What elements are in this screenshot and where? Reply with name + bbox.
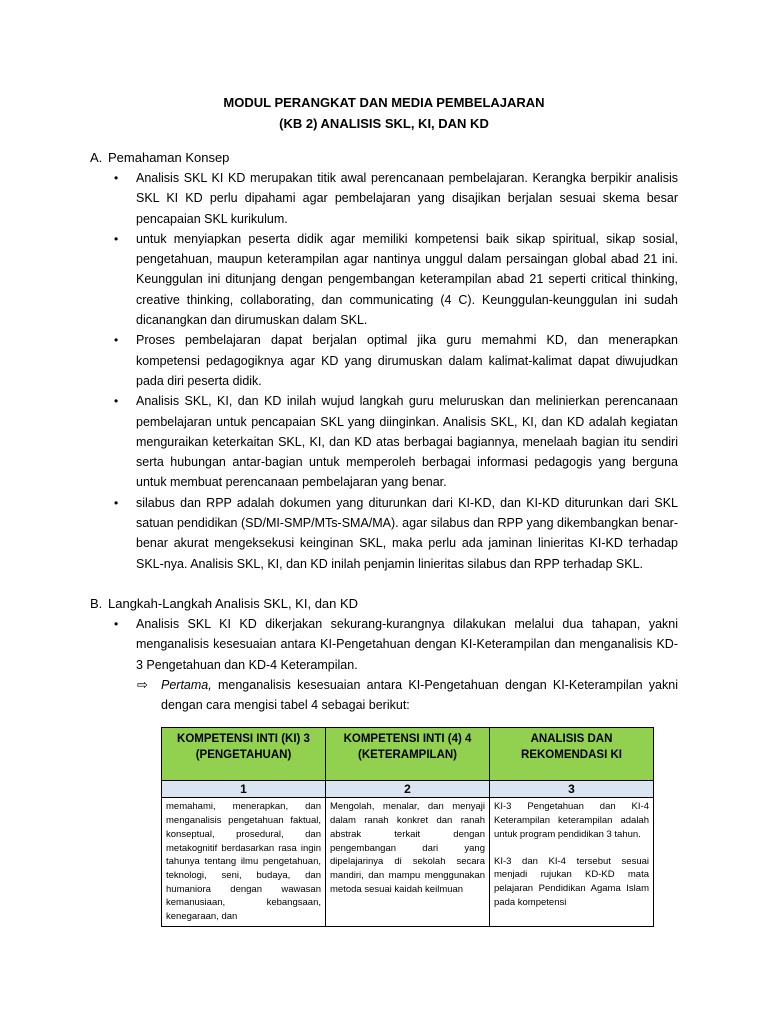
table-cell-analisis: [490, 798, 654, 927]
table-row: [162, 798, 654, 927]
table-number-row: [162, 781, 654, 798]
section-b-letter: B.: [90, 595, 103, 611]
list-item: [114, 391, 678, 492]
section-b-bullet-list: [90, 614, 678, 675]
list-item: [114, 493, 678, 574]
section-a-letter: A.: [90, 150, 103, 165]
sub-item-text: menganalisis kesesuaian antara KI-Pengetahuan dengan KI-Keterampilan yakni dengan cara mengisi tabel 4 sebagai berikut:: [161, 677, 678, 713]
bullet-icon: •: [114, 171, 119, 185]
section-a-heading-text: Pemahaman Konsep: [108, 150, 230, 165]
bullet-icon: •: [114, 333, 119, 348]
section-b: [90, 594, 678, 927]
header-analisis: ANALISIS DAN REKOMENDASI KI: [490, 728, 654, 781]
list-item: [114, 168, 678, 229]
bullet-text: Analisis SKL, KI, dan KD inilah wujud langkah guru meluruskan dan melinierkan perencanaan pembelajaran untuk pencapaian SKL yang diinginkan. Analisis SKL, KI, dan KD adalah kegiatan menguraikan keterkaitan SKL, KI, dan KD atas berbagai bagiannya, menelaah bagian itu sendiri serta hubungan antar-bagian untuk memperoleh berbagai informasi pedagogis yang berguna untuk membuat perencanaan pembelajaran yang benar.: [136, 394, 678, 490]
sub-item-lead: Pertama,: [161, 677, 212, 692]
list-item: [114, 614, 678, 675]
column-number: 2: [326, 781, 490, 798]
column-number: 3: [490, 781, 654, 798]
bullet-icon: •: [114, 495, 119, 510]
sub-item-pertama: [137, 675, 678, 716]
table-cell-ki4: [326, 798, 490, 927]
header-ki4: KOMPETENSI INTI (4) 4 (KETERAMPILAN): [326, 728, 490, 781]
cell-paragraph: KI-3 Pengetahuan dan KI-4 Keterampilan keterampilan adalah untuk program pendidikan 3 tahun.: [494, 801, 649, 840]
title-line-1: MODUL PERANGKAT DAN MEDIA PEMBELAJARAN: [223, 95, 545, 110]
title-line-2: (KB 2) ANALISIS SKL, KI, DAN KD: [279, 116, 489, 131]
cell-paragraph: KI-3 dan KI-4 tersebut sesuai menjadi rujukan KD-KD mata pelajaran Pendidikan Agama Islam pada kompetensi: [494, 855, 649, 908]
bullet-icon: •: [114, 616, 119, 631]
cell-text: Mengolah, menalar, dan menyaji dalam ranah konkret dan ranah abstrak terkait dengan pengembangan dari yang dipelajarinya di sekolah secara mandiri, dan mampu menggunakan metoda sesuai kaidah keilmuan: [330, 801, 485, 895]
bullet-icon: •: [114, 231, 119, 246]
list-item: [114, 330, 678, 391]
bullet-icon: •: [114, 394, 119, 409]
table-header-row: [162, 728, 654, 781]
list-item: [114, 229, 678, 330]
bullet-text: Analisis SKL KI KD merupakan titik awal perencanaan pembelajaran. Kerangka berpikir analisis SKL KI KD perlu dipahami agar pembelajaran yang disajikan berjalan sesuai skema besar pencapaian SKL kurikulum.: [136, 171, 678, 226]
header-ki3: KOMPETENSI INTI (KI) 3 (PENGETAHUAN): [162, 728, 326, 781]
section-a: [90, 148, 678, 574]
cell-text: memahami, menerapkan, dan menganalisis pengetahuan faktual, konseptual, prosedural, dan metakognitif berdasarkan rasa ingin tahunya tentang ilmu pengetahuan, teknologi, seni, budaya, dan humaniora dengan wawasan kemanusiaan, kebangsaan, kenegaraan, dan: [166, 801, 321, 923]
bullet-text: Analisis SKL KI KD dikerjakan sekurang-kurangnya dilakukan melalui dua tahapan, yakni menganalisis kesesuaian antara KI-Pengetahuan dengan KI-Keterampilan dan menganalisis KD-3 Pengetahuan dan KD-4 Keterampilan.: [136, 616, 678, 672]
bullet-text: untuk menyiapkan peserta didik agar memiliki kompetensi baik sikap spiritual, sikap sosial, pengetahuan, maupun keterampilan agar nantinya unggul dalam persaingan global abad 21 ini. Keunggulan ini ditunjang dengan pengembangan keterampilan abad 21 seperti critical thinking, creative thinking, collaborating, dan communicating (4 C). Keunggulan-keunggulan ini sudah dicanangkan dan dirumuskan dalam SKL.: [136, 231, 678, 328]
section-a-heading: [90, 148, 678, 168]
table-cell-ki3: [162, 798, 326, 927]
ki-analysis-table: [161, 727, 654, 927]
section-b-heading: [90, 594, 678, 614]
section-a-bullet-list: [90, 168, 678, 574]
document-title: [90, 92, 678, 134]
arrow-right-icon: ⇨: [137, 676, 148, 692]
bullet-text: silabus dan RPP adalah dokumen yang diturunkan dari KI-KD, dan KI-KD diturunkan dari SKL satuan pendidikan (SD/MI-SMP/MTs-SMA/MA). agar silabus dan RPP yang dikembangkan benar-benar akurat mengeksekusi keinginan SKL, maka perlu ada jaminan linieritas KI-KD terhadap SKL-nya. Analisis SKL, KI, dan KD inilah penjamin linieritas silabus dan RPP terhadap SKL.: [136, 495, 678, 571]
column-number: 1: [162, 781, 326, 798]
section-b-heading-text: Langkah-Langkah Analisis SKL, KI, dan KD: [108, 595, 359, 611]
bullet-text: Proses pembelajaran dapat berjalan optimal jika guru memahmi KD, dan menerapkan kompetensi pedagogiknya agar KD yang dirumuskan dalam kalimat-kalimat dapat diwujudkan pada diri peserta didik.: [136, 333, 678, 388]
